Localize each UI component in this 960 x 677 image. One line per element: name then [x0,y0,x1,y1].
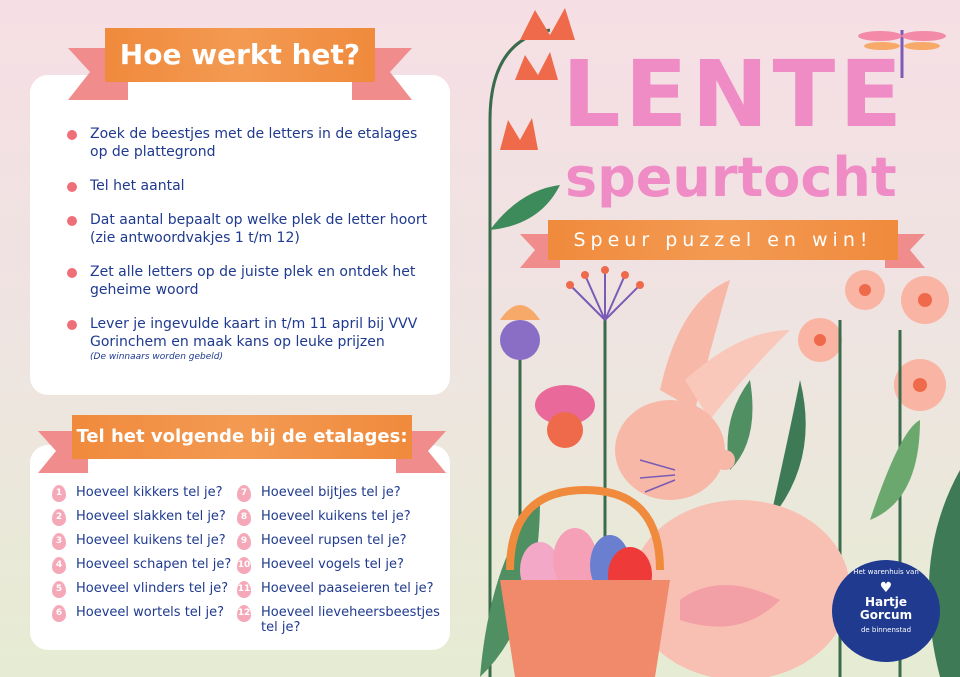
bullet-dot [67,182,77,192]
step-item: Zoek de beestjes met de letters in de etalages op de plattegrond [65,125,435,161]
egg-number: 5 [52,581,66,598]
logo-arc-bottom: de binnenstad [860,626,912,634]
egg-number: 11 [237,581,251,598]
egg-number: 2 [52,509,66,526]
egg-number: 7 [237,485,251,502]
step-item: Tel het aantal [65,177,435,195]
hartje-gorcum-logo [832,560,940,662]
egg-number: 8 [237,509,251,526]
egg-number: 6 [52,605,66,622]
egg-number: 3 [52,533,66,550]
how-it-works-title: Hoe werkt het? [105,28,375,82]
bullet-dot [67,216,77,226]
count-title: Tel het volgende bij de etalages: [72,415,412,459]
egg-number: 1 [52,485,66,502]
bullet-dot [67,320,77,330]
steps-list [65,125,435,379]
logo-name-line1: Hartje [864,595,908,609]
heart-icon: ♥ [879,580,893,596]
egg-number: 12 [237,605,251,622]
instructions-panel: Hoe werkt het? Zoek de beestjes met de letters in de etalages op de plattegrond Tel het aantal Dat aantal bepaalt op welke plek de letter hoort (zie antwoordvakjes 1 t/m 12) Zet alle letters op de juiste plek en ontdek het geheime woord Lever je ingevulde kaart in t/m 11 april bij VVV Gorinchem en maak kans op leuke prijzen (De winnaars worden gebeld) Tel het volgende bij de etalages: 1 Hoeveel kikkers tel je? 2 Hoeveel slakken tel je? 3 Hoeveel kuikens tel je? 4 Hoeveel schapen tel je? 5 Hoeveel vlinders tel je? 6 Hoeveel wortels tel je? 7 Hoeveel bijtjes tel je? 8 Hoeveel kuikens tel je? 9 Hoeveel rupsen tel je? 10 Hoeveel vogels tel je? 11 Hoeveel paaseieren tel je? 12 Hoeveel lieveheersbeestjes tel je? [0,0,480,677]
egg-number: 9 [237,533,251,550]
step-item: Dat aantal bepaalt op welke plek de letter hoort (zie antwoordvakjes 1 t/m 12) [65,211,435,247]
lente-title: LENTE [562,41,907,148]
bullet-dot [67,130,77,140]
daisy-flowers [798,270,949,411]
egg-number: 10 [237,557,251,574]
basket-illustration [500,490,670,677]
bullet-dot [67,268,77,278]
speurtocht-title: speurtocht [565,146,897,209]
logo-arc-top: Het warenhuis van [853,568,919,576]
egg-number: 4 [52,557,66,574]
step-item: Zet alle letters op de juiste plek en ontdek het geheime woord [65,263,435,299]
winners-note: (De winnaars worden gebeld) [90,352,223,362]
tagline-ribbon: Speur puzzel en win! [548,220,898,260]
logo-name-line2: Gorcum [859,608,913,622]
step-item: Lever je ingevulde kaart in t/m 11 april bij VVV Gorinchem en maak kans op leuke prijzen (De winnaars worden gebeld) [65,315,435,363]
